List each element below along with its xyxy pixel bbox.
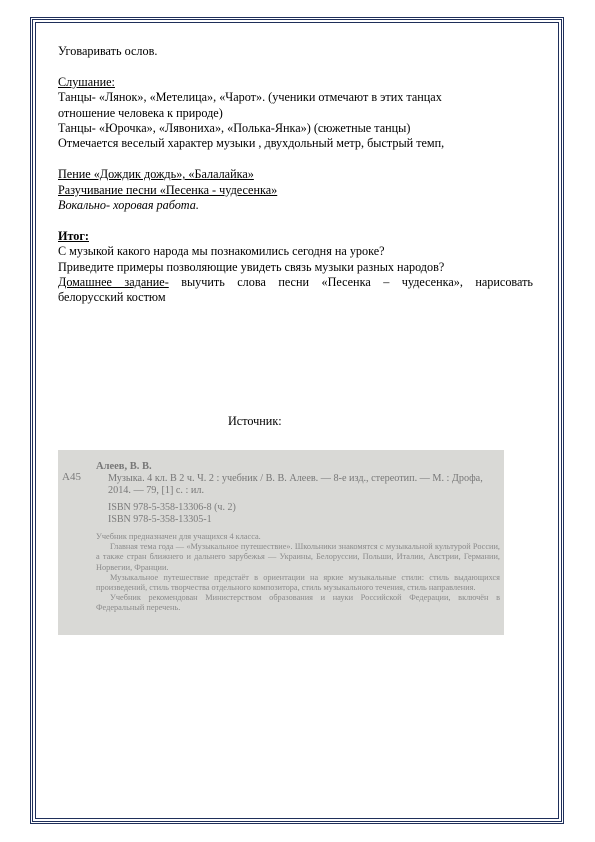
- book-imprint-scan: [58, 450, 504, 635]
- line-persuade: Уговаривать ослов.: [58, 44, 158, 58]
- dances-line-1b: отношение человека к природе): [58, 105, 223, 120]
- scan-bibliography: Музыка. 4 кл. В 2 ч. Ч. 2 : учебник / В. В. Алеев. — 8-е изд., стереотип. — М. : Дрофа, 2014. — 79, [1] с. : ил.: [108, 473, 483, 496]
- homework-line-2: белорусский костюм: [58, 290, 166, 305]
- vocal-work-line: Вокально- хоровая работа.: [58, 198, 199, 213]
- homework-line: [58, 275, 533, 290]
- question-2: Приведите примеры позволяющие увидеть связь музыки разных народов?: [58, 259, 445, 274]
- scan-annotation-3: Музыкальное путешествие предстаёт в ориентации на яркие музыкальные стили: стиль выдающихся произведений, стиль творчества отдельного композитора, стиль музыкального течения, стиль направления.: [96, 572, 500, 593]
- scan-isbn-1: ISBN 978-5-358-13306-8 (ч. 2): [108, 502, 236, 513]
- homework-label: Домашнее задание-: [58, 275, 169, 290]
- singing-line: Пение «Дождик дождь», «Балалайка»: [58, 167, 254, 182]
- spacer: [58, 152, 533, 167]
- dances-line-2: Танцы- «Юрочка», «Лявониха», «Полька-Янка») (сюжетные танцы): [58, 121, 411, 136]
- source-label: Источник:: [228, 414, 282, 428]
- scan-isbn-2: ISBN 978-5-358-13305-1: [108, 514, 212, 525]
- scan-author: Алеев, В. В.: [96, 461, 152, 472]
- scan-code: А45: [62, 471, 81, 483]
- music-character-line: Отмечается веселый характер музыки , двухдольный метр, быстрый темп,: [58, 136, 445, 151]
- homework-text: выучить слова песни «Песенка – чудесенка», нарисовать: [168, 275, 533, 290]
- dances-line-1: Танцы- «Лянок», «Метелица», «Чарот». (ученики отмечают в этих танцах: [58, 90, 442, 105]
- scan-annotation-2: Главная тема года — «Музыкальное путешествие». Школьники знакомятся с музыкальной культурой России, а также стран ближнего и дальнего зарубежья — Украины, Белоруссии, Польши, Италии, Австрии, Германии, Норвегии, Франции.: [96, 542, 500, 572]
- scan-annotation-4: Учебник рекомендован Министерством образования и науки Российской Федерации, включён в Федеральный перечень.: [96, 593, 500, 613]
- spacer: [58, 59, 533, 74]
- spacer: [58, 213, 533, 228]
- scan-annotation: [96, 532, 500, 614]
- song-learning-line: Разучивание песни «Песенка - чудесенка»: [58, 182, 278, 197]
- summary-heading: Итог:: [58, 228, 89, 243]
- listening-heading: Слушание:: [58, 74, 115, 89]
- scan-annotation-1: Учебник предназначен для учащихся 4 класса.: [96, 532, 261, 541]
- lesson-text: [58, 44, 533, 306]
- question-1: С музыкой какого народа мы познакомились сегодня на уроке?: [58, 244, 385, 259]
